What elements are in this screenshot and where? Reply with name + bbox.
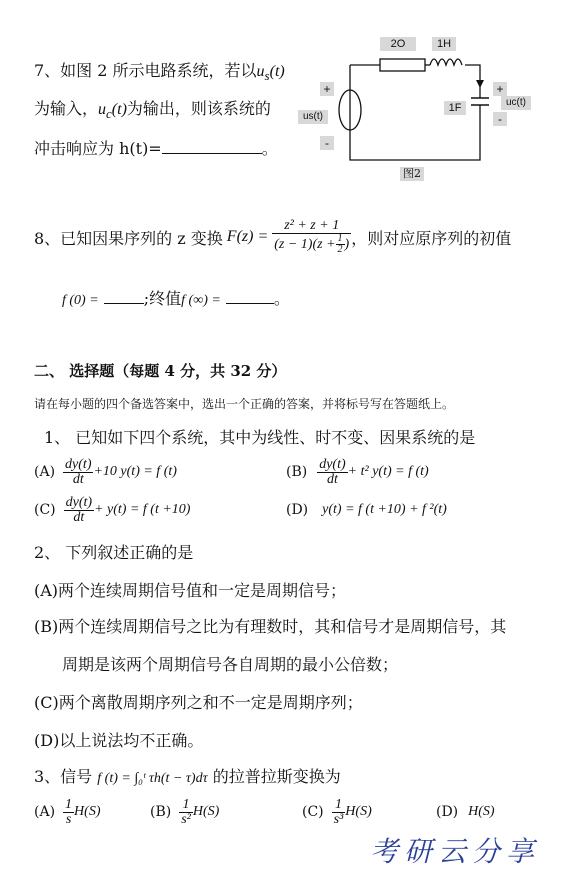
- q8-numerator: z² + z + 1: [272, 219, 351, 234]
- mc1-c-den: dt: [73, 509, 85, 525]
- mc1-a-den: dt: [72, 471, 84, 487]
- capacitor-label: 1F: [444, 101, 466, 115]
- mc3-b-frac: [179, 798, 193, 827]
- mc2-stem: 2、 下列叙述正确的是: [34, 543, 194, 562]
- minus-right-tag: -: [493, 112, 507, 126]
- capacitor-symbol: [471, 90, 489, 127]
- mc3-option-c: [302, 794, 372, 830]
- q7-line1: [34, 58, 285, 84]
- q8-den-a: (z − 1)(z +: [274, 236, 336, 252]
- section2-instruction: 请在每小题的四个备选答案中，选出一个正确的答案，并将标号写在答题纸上。: [34, 397, 455, 411]
- mc2-option-c: (C)两个离散周期序列之和不一定是周期序列；: [34, 693, 363, 712]
- mc3-a-rest: H(S): [74, 804, 101, 819]
- section2-title: 二、 选择题（每题 4 分，共 32 分）: [34, 362, 287, 380]
- q7-uc-arg: (t): [111, 101, 127, 118]
- mc2-option-a: (A)两个连续周期信号值和一定是周期信号；: [34, 581, 347, 600]
- mc1-a-rest: +10 y(t) = f (t): [93, 464, 177, 479]
- mc3-b-label: (B): [150, 804, 172, 820]
- mc1-c-frac: [64, 496, 94, 525]
- q7-uc-sub: c: [106, 106, 112, 122]
- mc3-option-d: [436, 794, 495, 830]
- mc3-b-rest: H(S): [192, 804, 220, 819]
- plus-right-tag: +: [493, 82, 507, 96]
- q7-line2-post: 为输出，则该系统的: [126, 99, 271, 118]
- mc3-c-frac: [332, 798, 346, 827]
- q8-finf: f (∞) =: [181, 293, 221, 308]
- q8-line2: [62, 286, 290, 309]
- figure-caption: 图2: [400, 167, 424, 181]
- q7-line3-post: 。: [261, 139, 278, 158]
- q8-fz: F(z) =: [226, 228, 269, 245]
- mc1-a-label: (A): [34, 464, 56, 480]
- q7-us-arg: (t): [269, 63, 285, 80]
- q8-den-b: ): [344, 236, 350, 252]
- q8-final-label: ;终值: [143, 289, 182, 308]
- mc3-d-label: (D): [436, 804, 459, 820]
- mc3-a-frac: [63, 798, 74, 827]
- mc3-c-rest: H(S): [345, 804, 372, 819]
- mc1-b-label: (B): [286, 464, 308, 480]
- mc2-option-b-line2: 周期是该两个周期信号各自周期的最小公倍数；: [62, 655, 399, 674]
- mc3-stem-pre: 3、信号: [34, 767, 93, 786]
- mc3-stem: [34, 764, 341, 787]
- plus-left-tag: +: [320, 82, 334, 96]
- q7-line3: [34, 136, 278, 159]
- q8-half: [336, 234, 345, 255]
- mc3-option-b: [150, 794, 219, 830]
- q8-post: ，则对应原序列的初值: [351, 228, 512, 248]
- mc3-c-n: 1: [332, 798, 346, 813]
- watermark-logo: 考研云分享: [370, 835, 541, 868]
- q7-us-sub: s: [264, 68, 270, 84]
- q8-blank-initial: [104, 303, 144, 304]
- q8-half-d: 2: [337, 243, 343, 255]
- q8-f0: f (0) =: [62, 293, 99, 308]
- q8-line1: [34, 214, 511, 260]
- mc3-c-label: (C): [302, 804, 324, 820]
- mc1-option-c: [34, 492, 190, 528]
- mc3-a-label: (A): [34, 804, 56, 820]
- q7-us-var: u: [256, 63, 265, 80]
- mc1-c-num: dy(t): [65, 494, 93, 510]
- mc3-a-n: 1: [65, 796, 73, 812]
- q8-end: 。: [273, 289, 290, 308]
- mc1-c-rest: + y(t) = f (t +10): [94, 502, 191, 517]
- mc2-option-d: (D)以上说法均不正确。: [34, 731, 204, 750]
- q7-line1-text: 7、如图 2 所示电路系统，若以: [34, 61, 257, 80]
- inductor-symbol: [430, 59, 462, 65]
- mc1-option-a: [34, 454, 177, 490]
- source-label: us(t): [298, 110, 328, 124]
- minus-left-tag: -: [320, 136, 334, 150]
- q7-line2: [34, 96, 271, 122]
- mc1-b-frac: [317, 458, 347, 487]
- mc3-a-d: s: [65, 811, 72, 827]
- mc3-option-a: [34, 794, 100, 830]
- output-label: uc(t): [501, 96, 531, 110]
- mc1-stem: 1、 已知如下四个系统，其中为线性、时不变、因果系统的是: [44, 428, 476, 447]
- q8-pre: 8、已知因果序列的 z 变换: [34, 228, 223, 248]
- resistor-label: 2O: [380, 37, 416, 51]
- mc1-c-label: (C): [34, 502, 56, 518]
- mc1-d-label: (D): [286, 502, 309, 518]
- q7-uc-var: u: [98, 101, 107, 118]
- q7-line3-pre: 冲击响应为 h(t)=: [34, 139, 162, 158]
- mc1-a-num: dy(t): [65, 456, 92, 472]
- mc3-b-n: 1: [179, 798, 193, 813]
- q8-blank-final: [226, 303, 274, 304]
- mc1-option-b: [286, 454, 429, 490]
- q8-denominator: [272, 234, 351, 256]
- voltage-source-symbol: [339, 90, 361, 130]
- mc3-d-rest: H(S): [468, 804, 495, 819]
- mc3-b-d: s²: [181, 811, 191, 827]
- q7-line2-pre: 为输入，: [34, 99, 99, 118]
- inductor-label: 1H: [432, 37, 456, 51]
- mc1-d-rest: y(t) = f (t +10) + f ²(t): [322, 502, 447, 517]
- circuit-diagram: [300, 30, 540, 190]
- mc3-c-d: s³: [333, 811, 344, 827]
- q8-fraction: [272, 219, 351, 256]
- mc1-option-d: [286, 492, 447, 528]
- mc1-b-rest: + t² y(t) = f (t): [347, 464, 429, 479]
- mc3-stem-math: f (t) = ∫₀ᵗ τh(t − τ)dτ: [97, 771, 208, 786]
- resistor-symbol: [380, 59, 425, 71]
- mc1-b-num: dy(t): [319, 456, 346, 472]
- q8-half-n: 1: [337, 232, 343, 244]
- mc1-b-den: dt: [326, 471, 338, 487]
- mc3-stem-post: 的拉普拉斯变换为: [212, 767, 341, 786]
- mc1-a-frac: [63, 458, 93, 487]
- mc2-option-b-line1: (B)两个连续周期信号之比为有理数时，其和信号才是周期信号，其: [34, 617, 507, 636]
- q7-answer-blank: [162, 153, 262, 154]
